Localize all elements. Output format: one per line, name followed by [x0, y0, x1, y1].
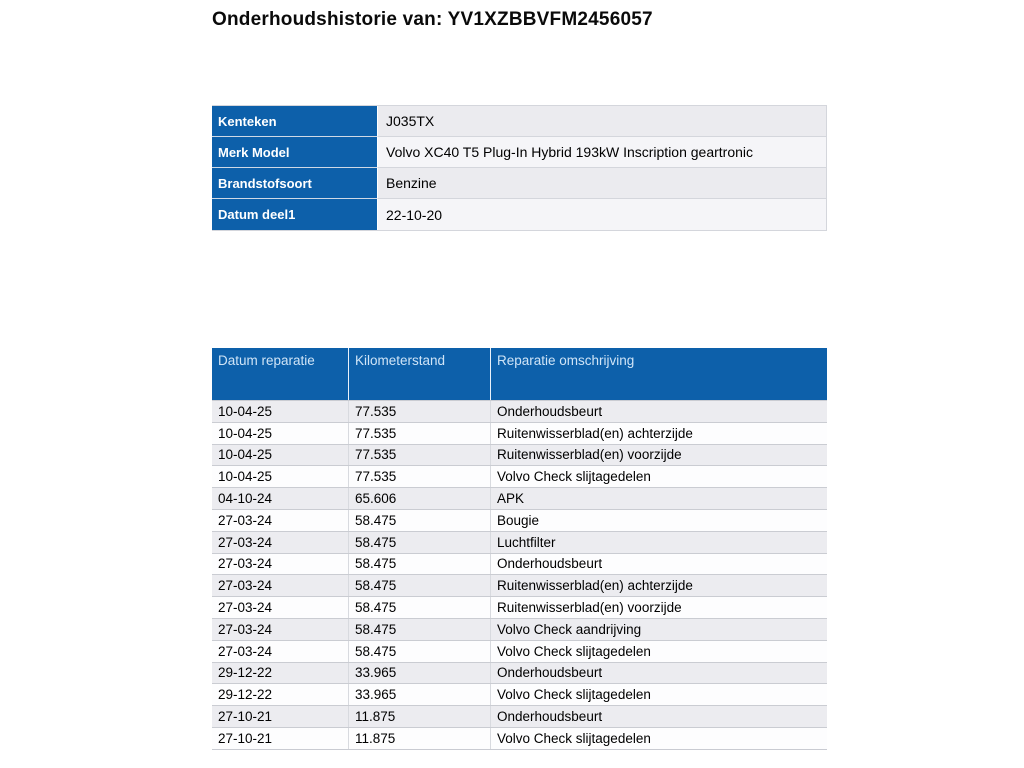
vehicle-info-row — [212, 199, 827, 230]
cell-reparatie-omschrijving: Volvo Check slijtagedelen — [490, 728, 827, 749]
cell-reparatie-omschrijving: Onderhoudsbeurt — [490, 554, 827, 575]
vehicle-info-label: Brandstofsoort — [212, 168, 377, 199]
cell-datum-reparatie: 29-12-22 — [218, 665, 273, 681]
cell-kilometerstand: 58.475 — [348, 554, 490, 575]
cell-kilometerstand: 33.965 — [348, 663, 490, 684]
cell-datum-reparatie: 27-03-24 — [218, 578, 273, 594]
vehicle-info-label: Merk Model — [212, 137, 377, 168]
cell-datum-reparatie: 27-03-24 — [218, 534, 273, 550]
cell-datum-reparatie: 27-10-21 — [218, 709, 273, 725]
table-row — [212, 596, 827, 618]
cell-kilometerstand: 77.535 — [348, 401, 490, 422]
table-row — [212, 509, 827, 531]
vehicle-info-value: 22-10-20 — [377, 199, 827, 230]
table-row — [212, 683, 827, 705]
cell-datum-reparatie: 04-10-24 — [218, 491, 273, 507]
cell-datum-reparatie: 27-03-24 — [218, 556, 273, 572]
cell-datum-reparatie: 10-04-25 — [218, 447, 273, 463]
table-row — [212, 574, 827, 596]
cell-reparatie-omschrijving: Ruitenwisserblad(en) voorzijde — [490, 597, 827, 618]
cell-kilometerstand: 77.535 — [348, 445, 490, 466]
maintenance-table — [212, 348, 827, 750]
cell-kilometerstand: 77.535 — [348, 423, 490, 444]
cell-kilometerstand: 58.475 — [348, 619, 490, 640]
table-row — [212, 705, 827, 727]
cell-kilometerstand: 58.475 — [348, 510, 490, 531]
table-row — [212, 618, 827, 640]
cell-reparatie-omschrijving: Luchtfilter — [490, 532, 827, 553]
column-header-reparatie-omschrijving: Reparatie omschrijving — [490, 348, 827, 400]
vehicle-info-row — [212, 106, 827, 137]
maintenance-table-header — [212, 348, 827, 400]
cell-datum-reparatie: 29-12-22 — [218, 687, 273, 703]
cell-reparatie-omschrijving: Onderhoudsbeurt — [490, 401, 827, 422]
cell-reparatie-omschrijving: Volvo Check slijtagedelen — [490, 684, 827, 705]
cell-reparatie-omschrijving: Ruitenwisserblad(en) achterzijde — [490, 423, 827, 444]
vehicle-info-value: Benzine — [377, 168, 827, 199]
cell-reparatie-omschrijving: APK — [490, 488, 827, 509]
column-header-kilometerstand: Kilometerstand — [348, 348, 490, 400]
cell-reparatie-omschrijving: Volvo Check slijtagedelen — [490, 466, 827, 487]
cell-kilometerstand: 58.475 — [348, 575, 490, 596]
cell-reparatie-omschrijving: Volvo Check slijtagedelen — [490, 641, 827, 662]
vehicle-info-table — [212, 105, 827, 231]
cell-kilometerstand: 65.606 — [348, 488, 490, 509]
cell-reparatie-omschrijving: Onderhoudsbeurt — [490, 663, 827, 684]
table-row — [212, 444, 827, 466]
cell-datum-reparatie: 27-03-24 — [218, 621, 273, 637]
vehicle-info-value: Volvo XC40 T5 Plug-In Hybrid 193kW Inscription geartronic — [377, 137, 827, 168]
vehicle-info-label: Kenteken — [212, 106, 377, 137]
vehicle-info-label: Datum deel1 — [212, 199, 377, 230]
maintenance-table-body — [212, 400, 827, 749]
cell-kilometerstand: 58.475 — [348, 532, 490, 553]
cell-datum-reparatie: 27-03-24 — [218, 643, 273, 659]
table-row — [212, 531, 827, 553]
table-row — [212, 465, 827, 487]
table-row — [212, 662, 827, 684]
cell-kilometerstand: 33.965 — [348, 684, 490, 705]
vehicle-info-row — [212, 137, 827, 168]
vehicle-info-value: J035TX — [377, 106, 827, 137]
column-header-datum-reparatie: Datum reparatie — [218, 353, 315, 368]
cell-reparatie-omschrijving: Bougie — [490, 510, 827, 531]
cell-reparatie-omschrijving: Onderhoudsbeurt — [490, 706, 827, 727]
cell-kilometerstand: 58.475 — [348, 641, 490, 662]
cell-datum-reparatie: 10-04-25 — [218, 469, 273, 485]
vehicle-info-row — [212, 168, 827, 199]
table-row — [212, 640, 827, 662]
cell-reparatie-omschrijving: Ruitenwisserblad(en) voorzijde — [490, 445, 827, 466]
cell-datum-reparatie: 10-04-25 — [218, 403, 273, 419]
cell-datum-reparatie: 10-04-25 — [218, 425, 273, 441]
page-title: Onderhoudshistorie van: YV1XZBBVFM2456057 — [212, 9, 653, 30]
cell-kilometerstand: 11.875 — [348, 706, 490, 727]
cell-kilometerstand: 11.875 — [348, 728, 490, 749]
cell-kilometerstand: 58.475 — [348, 597, 490, 618]
cell-datum-reparatie: 27-03-24 — [218, 600, 273, 616]
cell-datum-reparatie: 27-03-24 — [218, 512, 273, 528]
table-row — [212, 400, 827, 422]
table-row — [212, 727, 827, 749]
table-row — [212, 553, 827, 575]
cell-reparatie-omschrijving: Volvo Check aandrijving — [490, 619, 827, 640]
cell-datum-reparatie: 27-10-21 — [218, 730, 273, 746]
table-row — [212, 422, 827, 444]
cell-kilometerstand: 77.535 — [348, 466, 490, 487]
cell-reparatie-omschrijving: Ruitenwisserblad(en) achterzijde — [490, 575, 827, 596]
table-row — [212, 487, 827, 509]
